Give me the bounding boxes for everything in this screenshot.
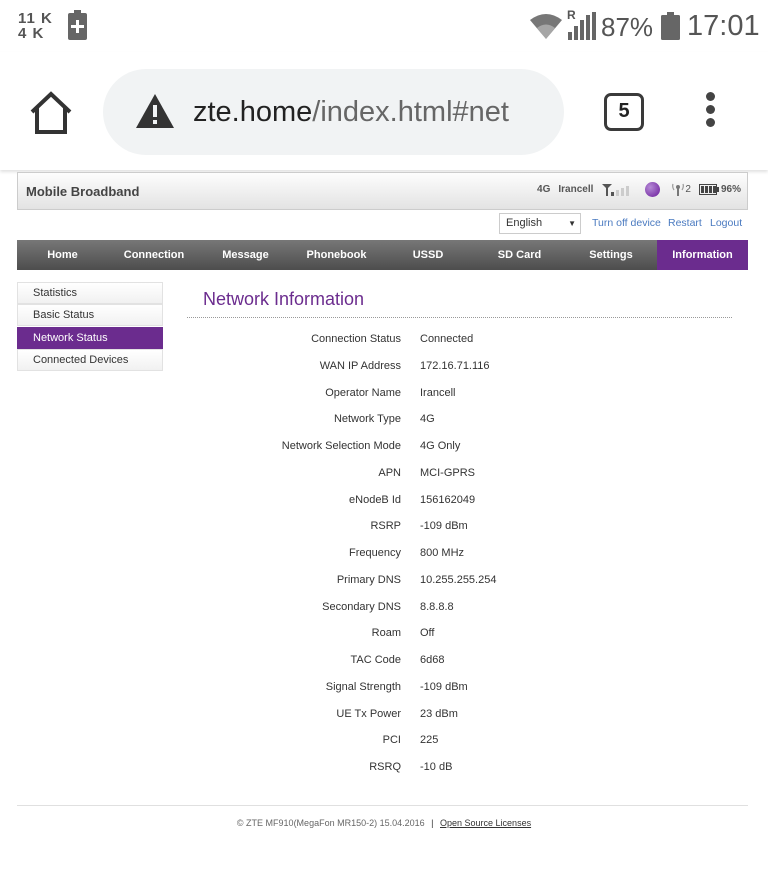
device-status: [529, 182, 741, 197]
internet-globe-icon: [645, 182, 660, 197]
info-value: -109 dBm: [420, 680, 468, 693]
footer: [0, 818, 768, 828]
side-item-network-status[interactable]: Network Status: [17, 327, 163, 349]
wifi-clients-count: 2: [685, 184, 691, 195]
router-battery-percent: 96%: [720, 184, 741, 195]
info-value: 10.255.255.254: [420, 573, 497, 586]
info-row: [187, 681, 732, 701]
logout-link[interactable]: Logout: [710, 217, 743, 229]
info-value: -109 dBm: [420, 520, 468, 533]
menu-icon[interactable]: [700, 92, 720, 132]
nav-information[interactable]: Information: [657, 240, 748, 270]
router-header: [17, 172, 748, 210]
title-divider: [187, 317, 732, 318]
info-row: [187, 734, 732, 754]
signal-icon: [568, 12, 596, 40]
info-value: 23 dBm: [420, 707, 458, 720]
info-label: Signal Strength: [325, 680, 401, 693]
operator-label: Irancell: [558, 184, 594, 195]
nav-ussd[interactable]: USSD: [412, 249, 444, 261]
info-row: [187, 761, 732, 781]
info-label: eNodeB Id: [349, 493, 401, 506]
brand-title: Mobile Broadband: [26, 184, 140, 199]
browser-toolbar: [0, 52, 768, 170]
speed-down: 4 K: [18, 25, 45, 42]
info-label: RSRP: [370, 520, 401, 533]
info-value: 172.16.71.116: [420, 359, 490, 372]
info-label: APN: [378, 466, 401, 479]
battery-icon: [661, 12, 680, 40]
info-value: 4G: [420, 413, 435, 426]
info-value: 6d68: [420, 654, 445, 666]
main-nav: [17, 240, 748, 270]
router-battery-icon: [699, 184, 719, 195]
nav-phonebook[interactable]: Phonebook: [306, 249, 367, 261]
info-label: TAC Code: [350, 654, 401, 666]
footer-divider: [17, 805, 748, 806]
info-label: RSRQ: [369, 761, 401, 773]
info-row: [187, 467, 732, 487]
tab-switcher-button[interactable]: 5: [604, 93, 644, 131]
info-label: UE Tx Power: [336, 707, 401, 720]
info-value: Off: [420, 627, 435, 640]
info-row: [187, 413, 732, 433]
nav-home[interactable]: Home: [47, 249, 78, 261]
language-bar: [17, 212, 748, 236]
copyright-text: © ZTE MF910(MegaFon MR150-2) 15.04.2016: [236, 818, 425, 828]
info-label: Primary DNS: [336, 573, 401, 586]
info-row: [187, 654, 732, 674]
nav-message[interactable]: Message: [222, 249, 269, 261]
address-bar[interactable]: [103, 69, 564, 155]
info-value: Connected: [420, 333, 474, 345]
wifi-icon: [530, 13, 562, 39]
info-row: [187, 387, 732, 407]
info-label: Secondary DNS: [322, 600, 401, 613]
turn-off-link[interactable]: Turn off device: [592, 217, 661, 229]
restart-link[interactable]: Restart: [668, 217, 702, 229]
home-icon[interactable]: [28, 90, 74, 136]
info-row: [187, 360, 732, 380]
nav-settings[interactable]: Settings: [589, 249, 633, 261]
battery-percent: 87%: [601, 12, 654, 42]
open-source-licenses-link[interactable]: Open Source Licenses: [440, 818, 532, 828]
info-label: WAN IP Address: [319, 359, 401, 372]
info-value: MCI-GPRS: [420, 466, 475, 479]
network-type-label: 4G: [537, 184, 551, 195]
info-label: Frequency: [349, 547, 401, 559]
info-row: [187, 627, 732, 647]
info-value: Irancell: [420, 386, 456, 399]
language-select[interactable]: [499, 213, 581, 234]
side-item-statistics[interactable]: Statistics: [17, 282, 163, 304]
url-text[interactable]: [193, 96, 509, 129]
info-value: 225: [420, 734, 439, 747]
info-label: Network Selection Mode: [281, 440, 401, 452]
clock: 17:01: [687, 10, 760, 42]
info-value: 8.8.8.8: [420, 600, 454, 613]
info-row: [187, 601, 732, 621]
url-host: zte.home: [193, 96, 313, 128]
info-value: -10 dB: [420, 761, 453, 773]
nav-connection[interactable]: Connection: [123, 249, 185, 261]
status-bar: [0, 0, 768, 52]
speed-up: 11 K: [18, 10, 53, 27]
language-value: English: [506, 217, 543, 229]
info-label: PCI: [382, 734, 401, 747]
info-row: [187, 333, 732, 353]
page-title: Network Information: [203, 289, 365, 309]
url-path: /index.html#net: [312, 96, 509, 128]
side-item-connected-devices[interactable]: Connected Devices: [17, 349, 163, 371]
info-label: Roam: [371, 627, 401, 640]
network-speed: [18, 11, 53, 41]
info-row: [187, 520, 732, 540]
wifi-clients: [672, 183, 691, 196]
info-row: [187, 547, 732, 567]
info-value: 800 MHz: [420, 547, 465, 559]
roaming-indicator: R: [567, 8, 576, 22]
chevron-down-icon: ▼: [568, 219, 576, 228]
router-battery: [699, 184, 741, 195]
info-label: Network Type: [333, 413, 401, 426]
info-value: 156162049: [420, 493, 476, 506]
info-row: [187, 574, 732, 594]
battery-plus-icon: [68, 10, 87, 40]
info-row: [187, 708, 732, 728]
info-row: [187, 440, 732, 460]
footer-separator: |: [431, 818, 434, 828]
info-value: 4G Only: [420, 440, 461, 452]
info-label: Connection Status: [311, 333, 401, 345]
nav-sd-card[interactable]: SD Card: [497, 249, 542, 261]
side-item-basic-status[interactable]: Basic Status: [17, 304, 163, 326]
warning-icon[interactable]: [135, 93, 175, 129]
info-label: Operator Name: [325, 386, 401, 399]
wifi-clients-icon: [672, 183, 684, 196]
router-signal-icon: [601, 183, 633, 196]
info-row: [187, 494, 732, 514]
